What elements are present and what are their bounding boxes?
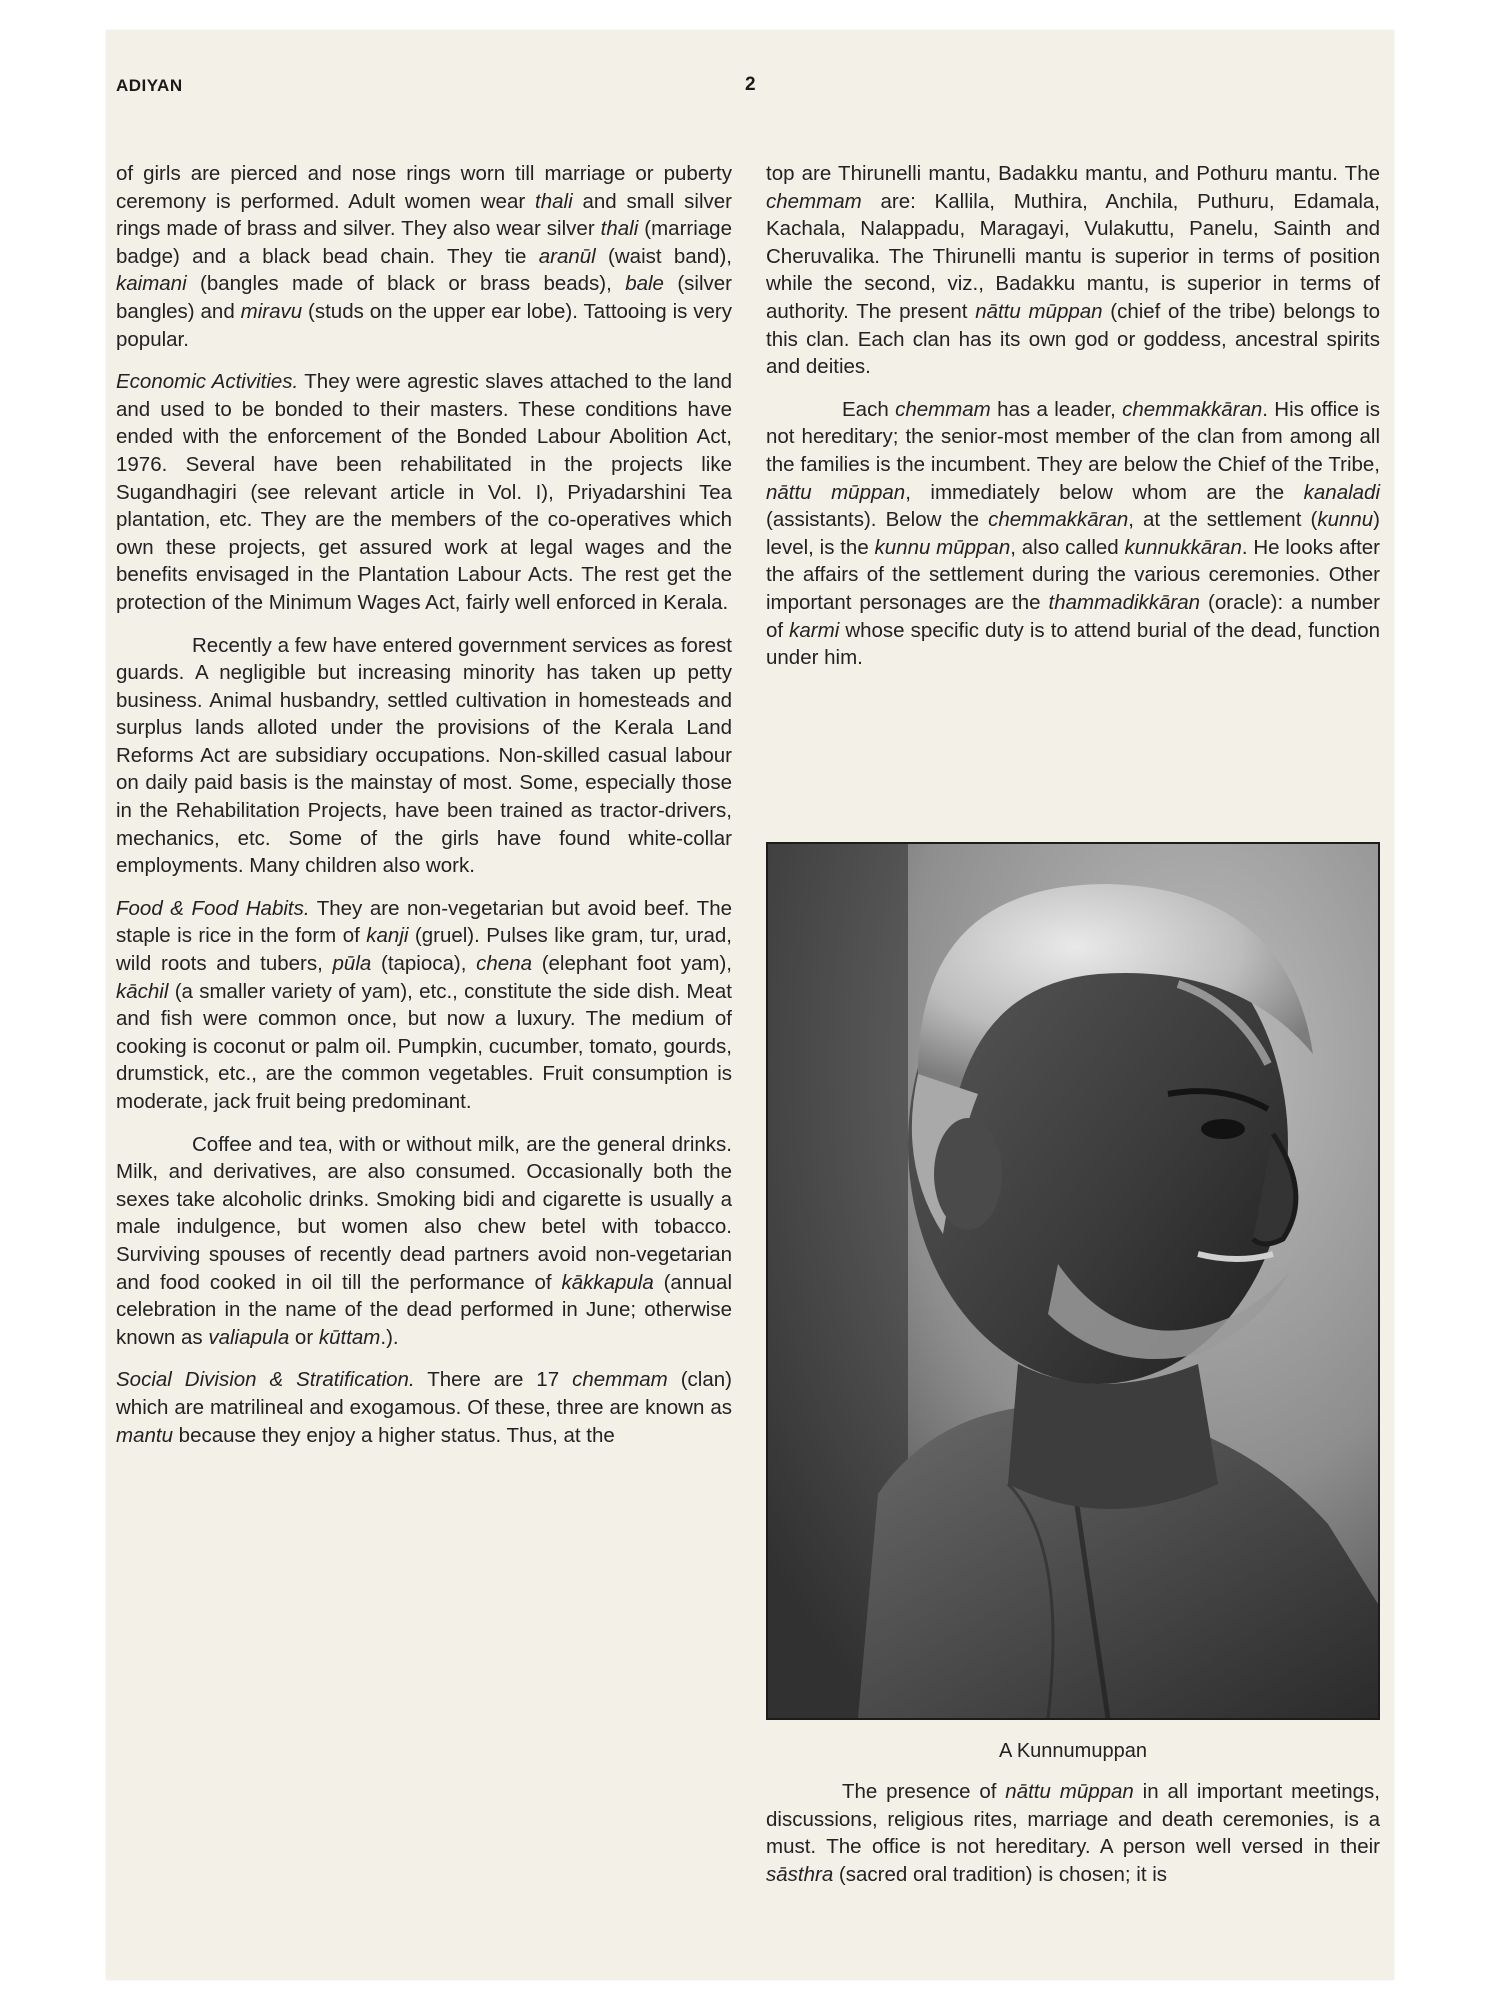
paragraph-clan-leaders: Each chemmam has a leader, chemmakkāran. His office is not hereditary; the senior-most member of the clan from among all the families is the incumbent. They are below the Chief of the Tribe, nāttu mūppan, immediately below whom are the kanaladi (assistants). Below the chemmakkāran, at the settlement (kunnu) level, is the kunnu mūppan, also called kunnukkāran. He looks after the affairs of the settlement during the various ceremonies. Other important personages are the thammadikkāran (oracle): a number of karmi whose specific duty is to attend burial of the dead, function under him. xyxy=(766,397,1381,670)
paragraph-clans: top are Thirunelli mantu, Badakku mantu, and Pothuru mantu. The chemmam are: Kallila, Muthira, Anchila, Puthuru, Edamala, Kachala, Nalappadu, Maragayi, Vulakuttu, Panelu, Sainth and Cheruvalika. The Thirunelli mantu is superior in terms of position while the second, viz., Badakku mantu, is superior in terms of authority. The present nāttu mūppan (chief of the tribe) belongs to this clan. Each clan has its own god or goddess, ancestral spirits and deities. xyxy=(766,162,1381,379)
paragraph-chief-role: The presence of nāttu mūppan in all important meetings, discussions, religious rites, marriage and death ceremonies, is a must. The office is not hereditary. A person well versed in their sāsthra (sacred oral tradition) is chosen; it is xyxy=(766,1780,1381,1886)
page-number: 2 xyxy=(745,74,756,95)
right-column xyxy=(766,160,1380,672)
paragraph-drinks: Coffee and tea, with or without milk, are the general drinks. Milk, and derivatives, are also consumed. Occasionally both the sexes take alcoholic drinks. Smoking bidi and cigarette is usually a male indulgence, but women also chew betel with tobacco. Surviving spouses of recently dead partners avoid non-vegetarian and food cooked in oil till the performance of kākkapula (annual celebration in the name of the dead performed in June; otherwise known as valiapula or kūttam.). xyxy=(116,1132,732,1349)
paragraph-ornaments: of girls are pierced and nose rings worn till marriage or puberty ceremony is performed. Adult women wear thali and small silver rings made of brass and silver. They also wear silver thali (marriage badge) and a black bead chain. They tie aranūl (waist band), kaimani (bangles made of black or brass beads), bale (silver bangles) and miravu (studs on the upper ear lobe). Tattooing is very popular. xyxy=(116,162,733,351)
portrait-photo xyxy=(766,842,1380,1720)
right-column-bottom xyxy=(766,1778,1380,1888)
paragraph-food-habits: Food & Food Habits. They are non-vegetarian but avoid beef. The staple is rice in the form of kanji (gruel). Pulses like gram, tur, urad, wild roots and tubers, pūla (tapioca), chena (elephant foot yam), kāchil (a smaller variety of yam), etc., constitute the side dish. Meat and fish were common once, but now a luxury. The medium of cooking is coconut or palm oil. Pumpkin, cucumber, tomato, gourds, drumstick, etc., are the common vegetables. Fruit consumption is moderate, jack fruit being predominant. xyxy=(116,896,732,1113)
paragraph-social-division: Social Division & Stratification. There are 17 chemmam (clan) which are matrilineal and exogamous. Of these, three are known as mantu because they enjoy a higher status. Thus, at the xyxy=(116,1368,732,1447)
left-column xyxy=(116,160,732,1449)
paragraph-economic-activities: Economic Activities. They were agrestic slaves attached to the land and used to be bonded to their masters. These conditions have ended with the enforcement of the Bonded Labour Abolition Act, 1976. Several have been rehabilitated in the projects like Sugandhagiri (see relevant article in Vol. I), Priyadarshini Tea plantation, etc. They are the members of the co-operatives which own these projects, get assured work at legal wages and the benefits envisaged in the Plantation Labour Acts. The rest get the protection of the Minimum Wages Act, fairly well enforced in Kerala. xyxy=(116,370,732,614)
photo-caption: A Kunnumuppan xyxy=(999,1740,1147,1762)
portrait-photo-image xyxy=(768,844,1378,1718)
running-head: ADIYAN xyxy=(116,76,183,95)
paragraph-occupations: Recently a few have entered government services as forest guards. A negligible but increasing minority has taken up petty business. Animal husbandry, settled cultivation in homesteads and surplus lands alloted under the provisions of the Kerala Land Reforms Act are subsidiary occupations. Non-skilled casual labour on daily paid basis is the mainstay of most. Some, especially those in the Rehabilitation Projects, have been trained as tractor-drivers, mechanics, etc. Some of the girls have found white-collar employments. Many children also work. xyxy=(116,633,732,878)
